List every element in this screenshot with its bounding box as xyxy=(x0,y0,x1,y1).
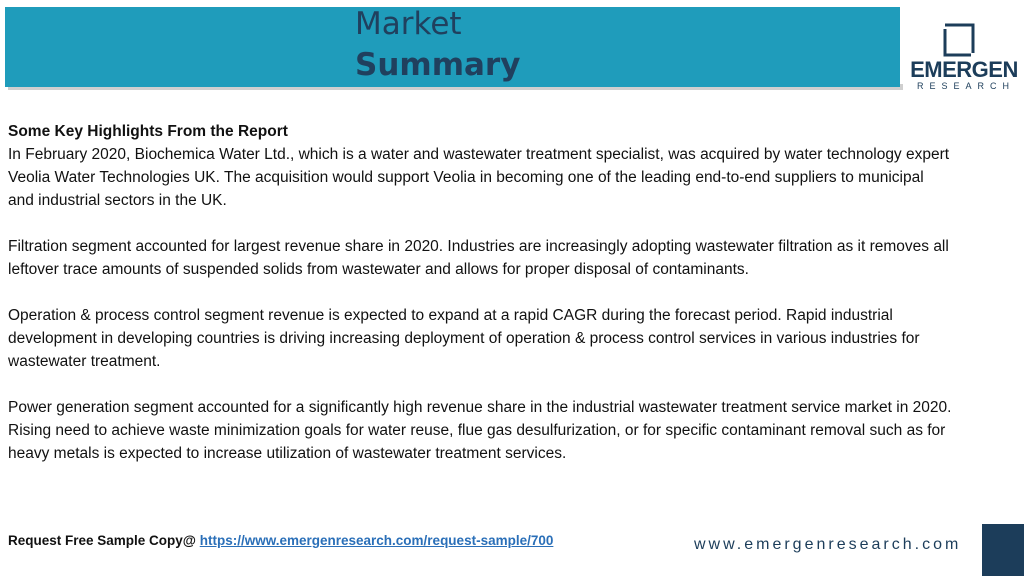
highlight-paragraph-4: Power generation segment accounted for a significantly high revenue share in the industrial wastewater treatment service market in 2020. Rising need to achieve waste minimization goals for water reuse, flue gas desulfurization, or for specific contaminant removal such as for heavy metals is expected to increase utilization of wastewater treatment services. xyxy=(8,399,952,462)
highlight-text-1: In February 2020, Biochemica Water Ltd., which is a water and wastewater treatment specialist, was acquired by water technology expert Veolia Water Technologies UK. The acquisition would support Veolia in becoming one of the leading end-to-end suppliers to municipal and industrial sectors in the UK. xyxy=(8,146,950,209)
highlight-paragraph-1 xyxy=(8,120,953,212)
logo-name: EMERGEN xyxy=(910,57,1018,82)
highlights-heading: Some Key Highlights From the Report xyxy=(8,123,288,140)
corner-accent xyxy=(982,524,1024,576)
logo-subtitle: RESEARCH xyxy=(916,81,1015,91)
sample-request-link[interactable]: https://www.emergenresearch.com/request-sample/700 xyxy=(199,533,554,548)
page-title-line1: Market xyxy=(355,6,462,42)
square-bracket-logo-icon xyxy=(943,23,977,57)
report-highlights xyxy=(8,120,953,488)
highlight-paragraph-3: Operation & process control segment revenue is expected to expand at a rapid CAGR during the forecast period. Rapid industrial development in developing countries is driving increasing deployment of operation & process control services in various industries for wastewater treatment. xyxy=(8,307,920,370)
page-title-line2: Summary xyxy=(355,47,521,83)
sample-request xyxy=(8,533,553,548)
sample-request-label: Request Free Sample Copy@ xyxy=(8,533,196,548)
website-url: www.emergenresearch.com xyxy=(694,536,962,553)
company-logo xyxy=(902,18,1022,98)
highlight-paragraph-2: Filtration segment accounted for largest revenue share in 2020. Industries are increasingly adopting wastewater filtration as it removes all leftover trace amounts of suspended solids from wastewater and allows for proper disposal of contaminants. xyxy=(8,238,949,278)
